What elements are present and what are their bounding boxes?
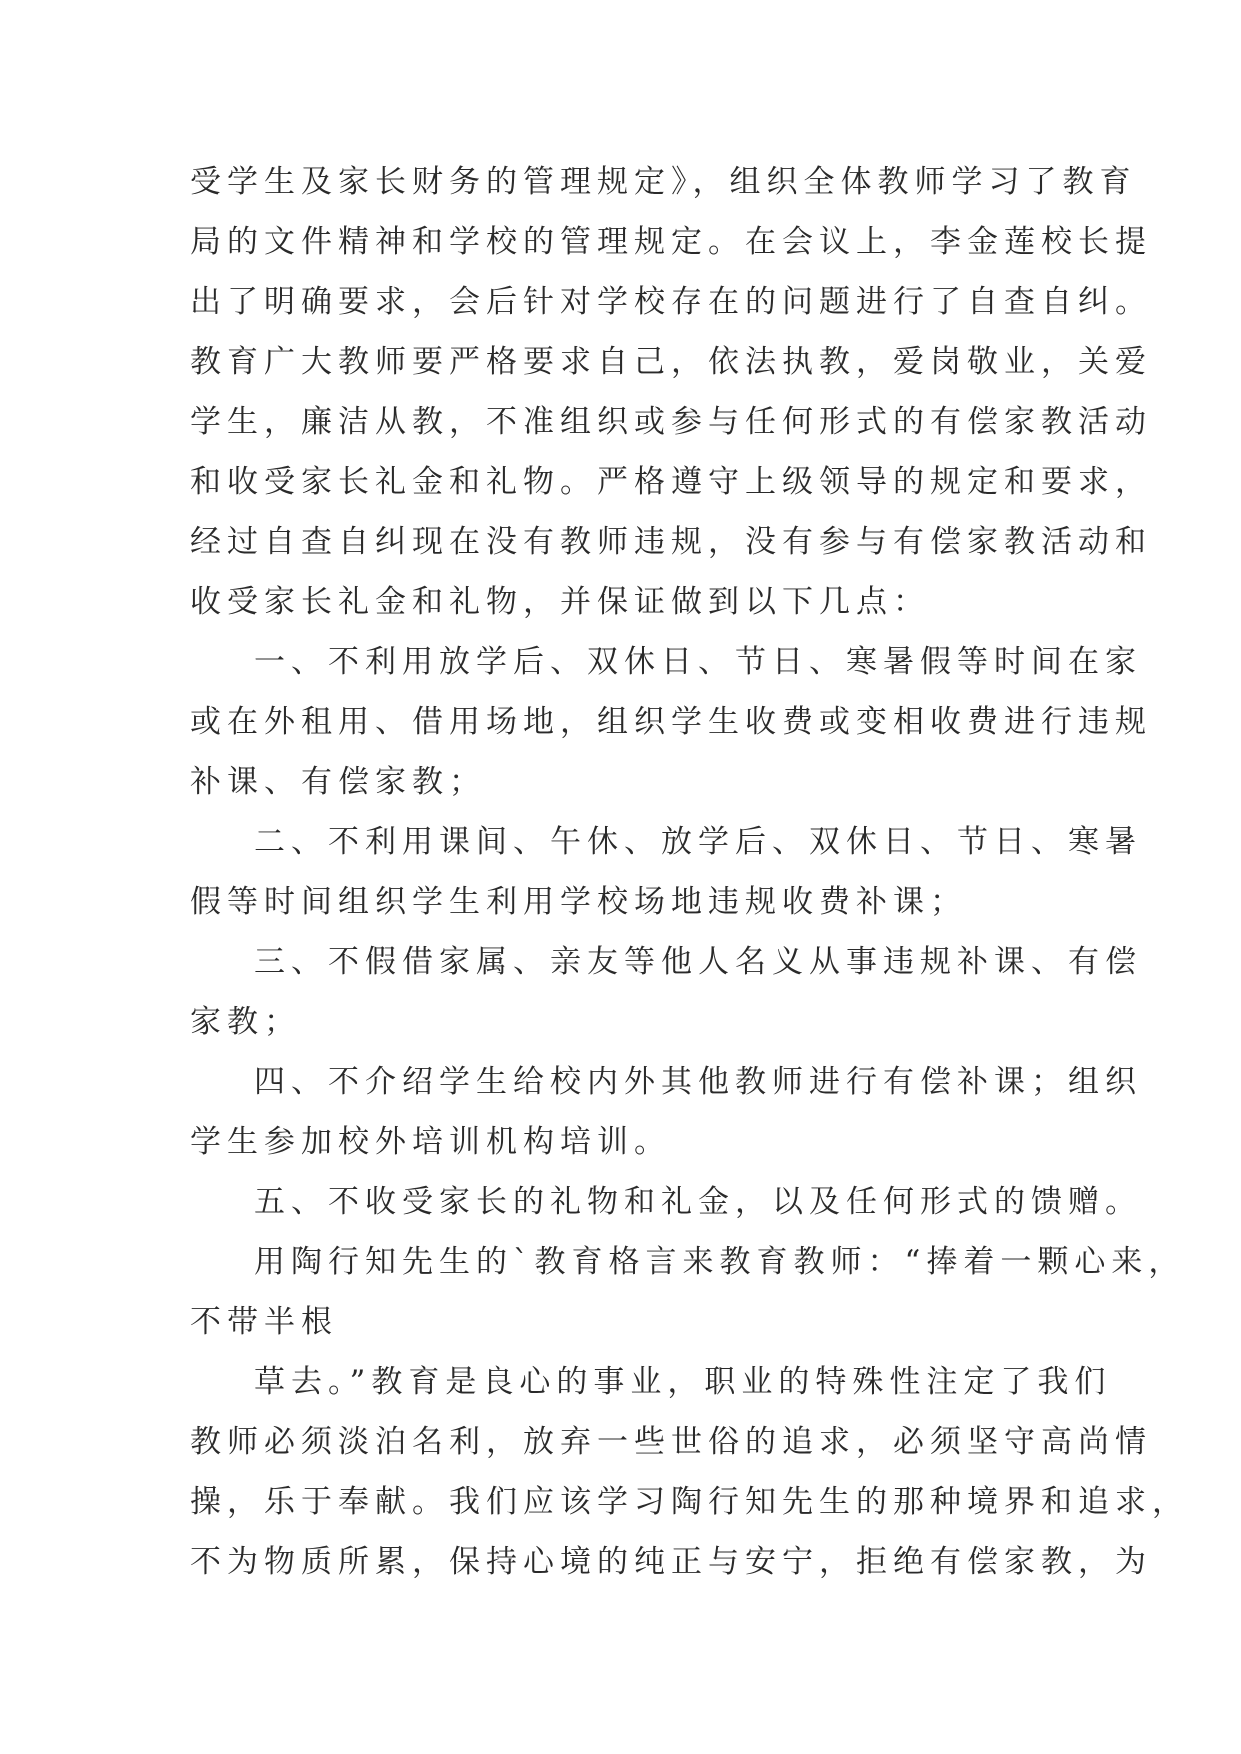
text-line: 教师必须淡泊名利，放弃一些世俗的追求，必须坚守高尚情 [190, 1424, 1152, 1460]
text-line: 不为物质所累，保持心境的纯正与安宁，拒绝有偿家教，为 [190, 1544, 1152, 1580]
text-line: 假等时间组织学生利用学校场地违规收费补课； [190, 884, 967, 920]
text-line: 三、不假借家属、亲友等他人名义从事违规补课、有偿 [254, 944, 1142, 980]
text-line: 学生参加校外培训机构培训。 [190, 1124, 671, 1160]
text-line: 家教； [190, 1004, 301, 1040]
text-line: 教育广大教师要严格要求自己，依法执教，爱岗敬业，关爱 [190, 344, 1152, 380]
text-line: 和收受家长礼金和礼物。严格遵守上级领导的规定和要求， [190, 464, 1152, 500]
text-line: 二、不利用课间、午休、放学后、双休日、节日、寒暑 [254, 824, 1142, 860]
text-line: 受学生及家长财务的管理规定》，组织全体教师学习了教育 [190, 164, 1137, 200]
text-line: 出了明确要求，会后针对学校存在的问题进行了自查自纠。 [190, 284, 1152, 320]
text-line: 不带半根 [190, 1304, 338, 1340]
text-line: 操，乐于奉献。我们应该学习陶行知先生的那种境界和追求， [190, 1484, 1189, 1520]
text-line: 用陶行知先生的`教育格言来教育教师：“捧着一颗心来， [254, 1244, 1186, 1280]
text-line: 四、不介绍学生给校内外其他教师进行有偿补课；组织 [254, 1064, 1142, 1100]
text-line: 一、不利用放学后、双休日、节日、寒暑假等时间在家 [254, 644, 1142, 680]
text-line: 补课、有偿家教； [190, 764, 486, 800]
text-line: 五、不收受家长的礼物和礼金，以及任何形式的馈赠。 [254, 1184, 1142, 1220]
document-body [190, 152, 1189, 1592]
text-line: 局的文件精神和学校的管理规定。在会议上，李金莲校长提 [190, 224, 1152, 260]
text-line: 草去。”教育是良心的事业，职业的特殊性注定了我们 [254, 1364, 1112, 1400]
text-line: 或在外租用、借用场地，组织学生收费或变相收费进行违规 [190, 704, 1152, 740]
text-line: 学生，廉洁从教，不准组织或参与任何形式的有偿家教活动 [190, 404, 1152, 440]
text-line: 收受家长礼金和礼物，并保证做到以下几点： [190, 584, 930, 620]
text-line: 经过自查自纠现在没有教师违规，没有参与有偿家教活动和 [190, 524, 1152, 560]
